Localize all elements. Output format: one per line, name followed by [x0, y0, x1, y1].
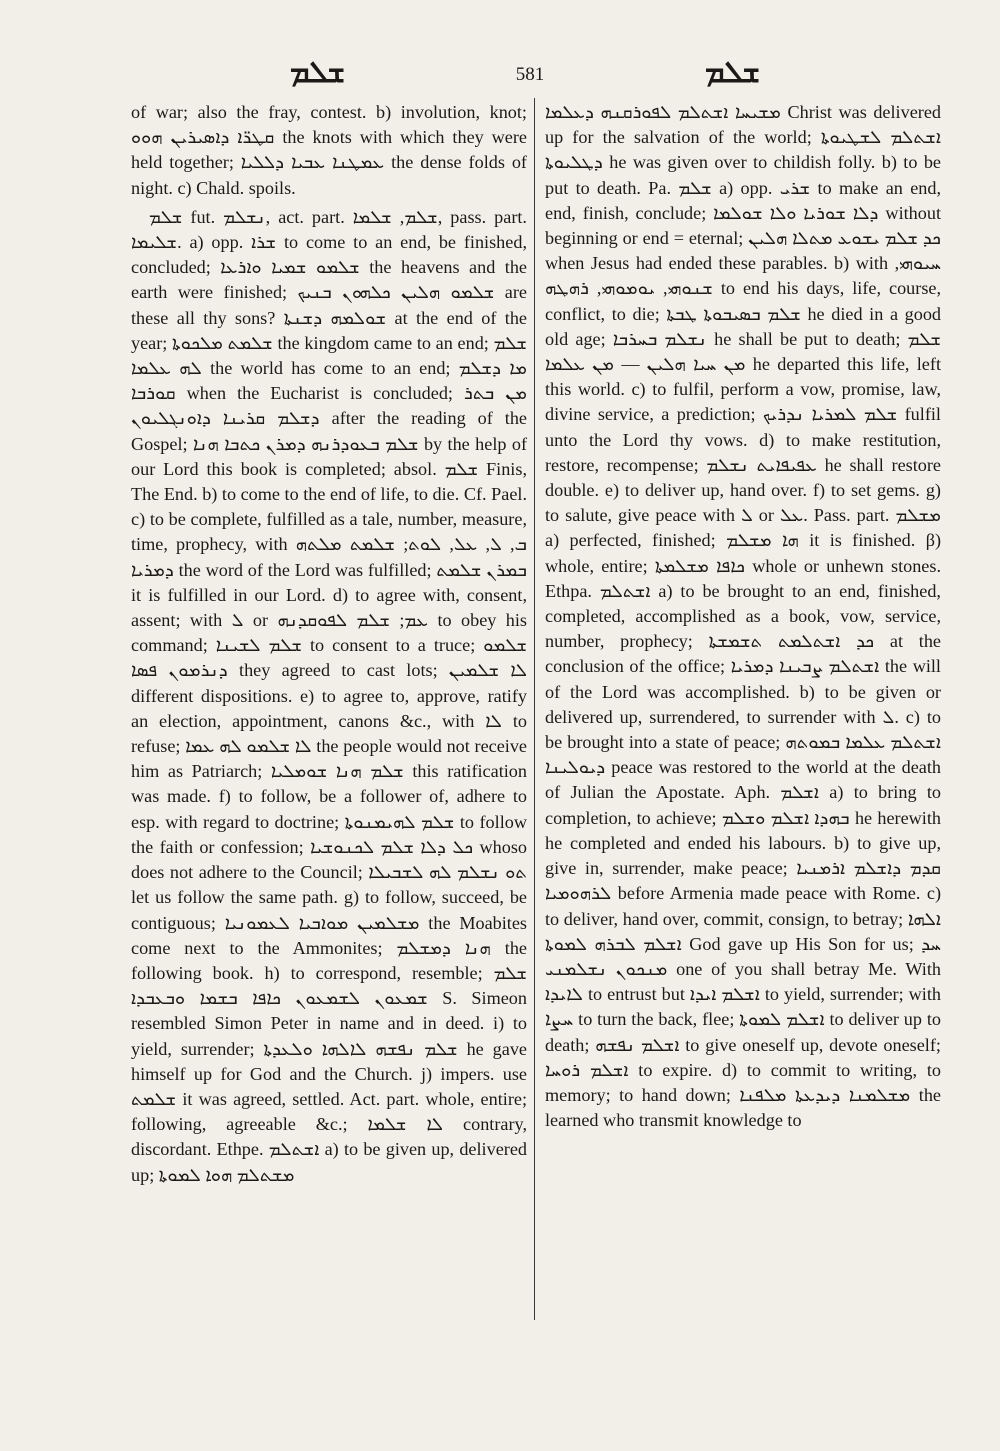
running-header — [0, 56, 1000, 96]
column-divider — [534, 98, 535, 1320]
entry-paragraph: of war; also the fray, contest. b) involution, knot; ܩܛܪ̈ܐ ܕܐܣܝܪܝܢ ܗܘܘ the knots with which they were held together; ܥܡܛܢܐ ܥܒܝܐ ܕܠܠܝܐ the dense folds of night. c) Chald. spoils. — [131, 102, 528, 198]
page-number: 581 — [515, 64, 545, 85]
entry-paragraph: ܫܠܡ fut. ܢܫܠܡ, act. part. ܫܠܡ, ܫܠܡܐ, pass. part. ܫܠܝܡܐ. a) opp. ܫܪܐ to come to an end, be finished, concluded; ܫܠܡܘ ܫܡܝܐ ܘܐܪܥܐ the heavens and the earth were finished; ܫܠܡܘ ܗܠܝܢ ܟܠܗܘܢ ܒܢܝܟ are these all thy sons? ܫܘܠܡܗ ܕܫܢܬܐ at the end of the year; ܫܠܡܬ ܡܠܟܘܬܐ the kingdom came to an end; ܫܠܡ ܠܗ ܥܠܡܐ the world has come to an end; ܡܐ ܕܫܠܡ ܩܘܪܒܐ when the Eucharist is concluded; ܡܢ ܒܬܪ ܕܫܠܡ ܩܪܝܢܐ ܕܐܘܢܓܠܝܘܢ after the reading of the Gospel; ܫܠܡ ܒܥܘܕܪܢܗ ܕܡܪܢ ܟܬܒܐ ܗܢܐ by the help of our Lord this book is completed; absol. ܫܠܡ Finis, The End. b) to come to the end of life, to die. Cf. Pael. c) to be complete, fulfilled as a tale, number, measure, time, prophecy, with ܒ, ܠ, ܥܠ, ܠܘܬ; ܫܠܡܬ ܡܠܬܗ ܕܡܪܝܐ the word of the Lord was fulfilled; ܒܡܪܢ ܫܠܡܬ it is fulfilled in our Lord. d) to agree with, consent, assent; with ܠ or ܥܡ; ܫܠܡ ܠܦܘܩܕܢܗ to obey his command; ܫܠܡ ܠܫܝܢܐ to consent to a truce; ܫܠܡܘ ܕܢܪܡܘܢ ܦܣܐ they agreed to cast lots; ܠܐ ܫܠܡܝܢ different dispositions. e) to agree to, approve, ratify an election, appointment, canons &c., with ܠܐ to refuse; ܠܐ ܫܠܡܘ ܠܗ ܥܡܐ the people would not receive him as Patriarch; ܫܠܡ ܗܢܐ ܫܘܡܠܝܐ this ratification was made. f) to follow, be a follower of, adhere to esp. with regard to doctrine; ܫܠܡ ܠܗܝܡܢܘܬܐ to follow the faith or confession; ܟܠ ܕܠܐ ܫܠܡ ܠܟܢܘܫܝܐ whoso does not adhere to the Council; ܬܘ ܢܫܠܡ ܠܗ ܠܫܒܝܠܐ let us follow the same path. g) to follow, succeed, be contiguous; ܡܫܠܡܝܢ ܡܘܐܒܝܐ ܠܥܡܘܢܝܐ the Moabites come next to the Ammonites; ܗܢܐ ܕܡܫܠܡ the following book. h) to correspond, resemble; ܫܠܡ ܫܡܥܘܢ ܠܫܡܥܘܢ ܟܐܦܐ ܒܫܡܐ ܘܒܥܒܕܐ S. Simeon resembled Simon Peter in name and in deed. i) to yield, surrender; ܫܠܡ ܢܦܫܗ ܠܐܠܗܐ ܘܠܥܕܬܐ he gave himself up for God and the Church. j) impers. use ܫܠܡܬ it was agreed, settled. Act. part. whole, entire; following, agreeable &c.; ܠܐ ܫܠܡܐ contrary, discordant. Ethpe. ܐܫܬܠܡ a) to be given up, delivered up; ܡܫܬܠܡ ܗܘܐ ܠܡܘܬܐ — [131, 206, 528, 1185]
entry-paragraph: ܡܫܝܚܐ ܐܫܬܠܡ ܠܦܘܪܩܢܗ ܕܥܠܡܐ Christ was delivered up for the salvation of the world; ܐܫܬܠܡ ܠܫܛܝܘܬܐ ܕܛܠܝܘܬܐ he was given over to childish folly. b) to be put to death. Pa. ܫܠܡ a) opp. ܫܪܝ to make an end, end, finish, conclude; ܕܠܐ ܫܘܪܝܐ ܘܠܐ ܫܘܠܡܐ without beginning or end = eternal; ܟܕ ܫܠܡ ܝܫܘܥ ܡܬܠܐ ܗܠܝܢ when Jesus had ended these parables. b) with ܚܝܘܗܝ, ܫܢܘܗܝ, ܝܘܡܘܗܝ, ܪܗܛܗ to end his days, life, course, conflict, to die; ܫܠܡ ܒܣܝܒܘܬܐ ܛܒܬܐ he died in a good old age; ܢܫܠܡ ܒܚܪܒܐ he shall be put to death; ܫܠܡ ܡܢ ܚܝܐ ܗܠܝܢ — ܡܢ ܥܠܡܐ he departed this life, left this world. c) to fulfil, perform a vow, promise, law, divine service, a prediction; ܫܠܡ ܠܡܪܝܐ ܢܕܪܝܟ fulfil unto the Lord thy vows. d) to make restitution, restore, recompense; ܥܦܝܦܐܝܬ ܢܫܠܡ he shall restore double. e) to deliver up, hand over. f) to set gems. g) to salute, give peace with ܠ or ܥܠ. Pass. part. ܡܫܠܡ a) perfected, finished; ܗܐ ܡܫܠܡ it is finished. β) whole, entire; ܟܐܦܐ ܡܫܠܡܬܐ whole or unhewn stones. Ethpa. ܐܫܬܠܡ a) to be brought to an end, finished, completed, accomplished as a book, vow, service, number, prophecy; ܟܕ ܐܫܬܠܡܬ ܬܫܡܫܬܐ at the conclusion of the office; ܐܫܬܠܡ ܨܒܝܢܐ ܕܡܪܝܐ the will of the Lord was accomplished. b) to be given or delivered up, surrendered, to surrender with ܠ. c) to be brought into a state of peace; ܐܫܬܠܡ ܥܠܡܐ ܒܡܘܬܗ ܕܝܘܠܝܢܐ peace was restored to the world at the death of Julian the Apostate. Aph. ܐܫܠܡ a) to bring to completion, to achieve; ܒܗܕܐ ܐܫܠܡ ܘܫܠܡ he herewith he completed and ended his labours. b) to give up, give in, surrender, make peace; ܩܕܡ ܕܐܫܠܡ ܐܪܡܢܝܐ ܠܪܗܘܡܝܐ before Armenia made peace with Rome. c) to deliver, hand over, commit, consign, to betray; ܐܠܗܐ ܐܫܠܡ ܠܒܪܗ ܠܡܘܬܐ God gave up His Son for us; ܚܕ ܡܢܟܘܢ ܢܫܠܡܢܝ one of you shall betray Me. With ܠܐܝܕܐ to entrust but ܐܫܠܡ ܐܝܕܐ to yield, surrender; with ܚܨܐ to turn the back, flee; ܐܫܠܡ ܠܡܘܬܐ to deliver up to death; ܐܫܠܡ ܢܦܫܗ to give oneself up, devote oneself; ܐܫܠܡ ܪܘܚܐ to expire. d) to commit to writing, to memory; to hand down; ܡܫܠܡܢܐ ܕܝܕܥܬܐ ܡܠܦܢܐ the learned who transmit knowledge to — [545, 102, 942, 1131]
right-running-headword: ܫܠܡ — [705, 56, 761, 89]
left-running-headword: ܫܠܡ — [290, 56, 346, 89]
left-column — [131, 100, 527, 1188]
right-column — [545, 100, 941, 1133]
